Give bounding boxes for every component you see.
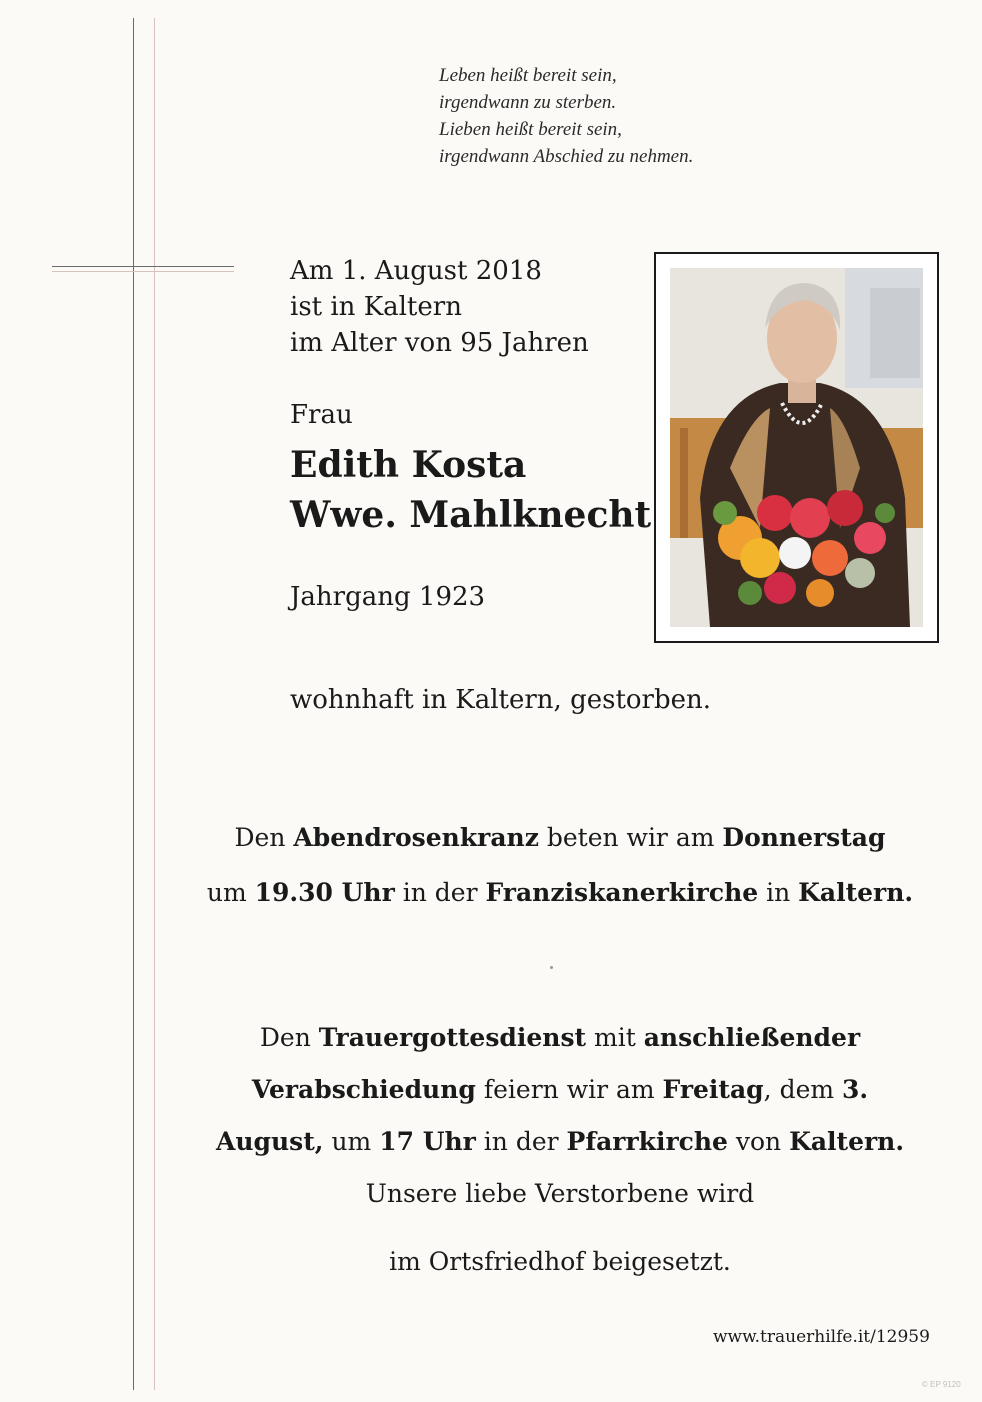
cross-horizontal-line-accent [52,271,234,272]
text-bold: 17 Uhr [379,1127,476,1156]
text-bold: Franziskanerkirche [485,878,759,907]
text: von [727,1127,790,1156]
print-code: © EP 9120 [922,1380,961,1389]
text-bold: Donnerstag [722,823,886,852]
text-bold: anschließender [643,1023,861,1052]
memorial-quote [439,62,693,170]
residence-note: wohnhaft in Kaltern, gestorben. [290,685,712,715]
cross-vertical-line [133,18,134,1390]
text-bold: Freitag [662,1075,764,1104]
text-bold: August, [215,1127,324,1156]
death-announcement [290,253,589,361]
quote-line: irgendwann zu sterben. [439,92,617,113]
cross-horizontal-line [52,266,234,267]
quote-line: Leben heißt bereit sein, [439,65,617,86]
text: feiern wir am [475,1075,663,1104]
text-bold: 19.30 Uhr [254,878,395,907]
funeral-line-4: Unsere liebe Verstorbene wird [365,1179,755,1208]
quote-line: irgendwann Abschied zu nehmen. [439,146,694,167]
portrait-photo [670,268,923,627]
deceased-name [290,440,651,540]
funeral-announcement [180,1012,940,1288]
quote-line: Lieben heißt bereit sein, [439,119,622,140]
text-bold: Verabschiedung [251,1075,476,1104]
text-bold: Kaltern. [798,878,914,907]
separator-dot [550,966,553,969]
text-bold: Pfarrkirche [566,1127,728,1156]
rosary-line-2 [180,865,940,920]
text: um [323,1127,380,1156]
text-bold: Trauergottesdienst [318,1023,587,1052]
text: in der [475,1127,567,1156]
rosary-announcement [180,810,940,920]
intro-line: ist in Kaltern [290,292,462,322]
portrait-frame [654,252,939,643]
portrait-illustration [670,268,923,627]
funeral-line-1 [180,1012,940,1064]
text-bold: Kaltern. [789,1127,905,1156]
intro-line: im Alter von 95 Jahren [290,328,589,358]
text: in der [394,878,486,907]
text: , dem [763,1075,843,1104]
text: beten wir am [538,823,723,852]
name-line: Wwe. Mahlknecht [290,494,652,536]
text: Den [259,1023,319,1052]
name-line: Edith Kosta [290,444,527,486]
text: in [758,878,799,907]
intro-line: Am 1. August 2018 [290,256,542,286]
memorial-url[interactable]: www.trauerhilfe.it/12959 [713,1327,930,1347]
text: um [206,878,255,907]
text: Den [234,823,294,852]
birth-year: Jahrgang 1923 [290,582,486,612]
rosary-line-1 [180,810,940,865]
salutation: Frau [290,400,353,430]
text: mit [586,1023,644,1052]
cross-vertical-line-accent [154,18,155,1390]
text-bold: 3. [842,1075,869,1104]
funeral-line-3 [180,1116,940,1168]
funeral-line-5: im Ortsfriedhof beigesetzt. [389,1247,731,1276]
funeral-line-2 [180,1064,940,1116]
text-bold: Abendrosenkranz [293,823,539,852]
